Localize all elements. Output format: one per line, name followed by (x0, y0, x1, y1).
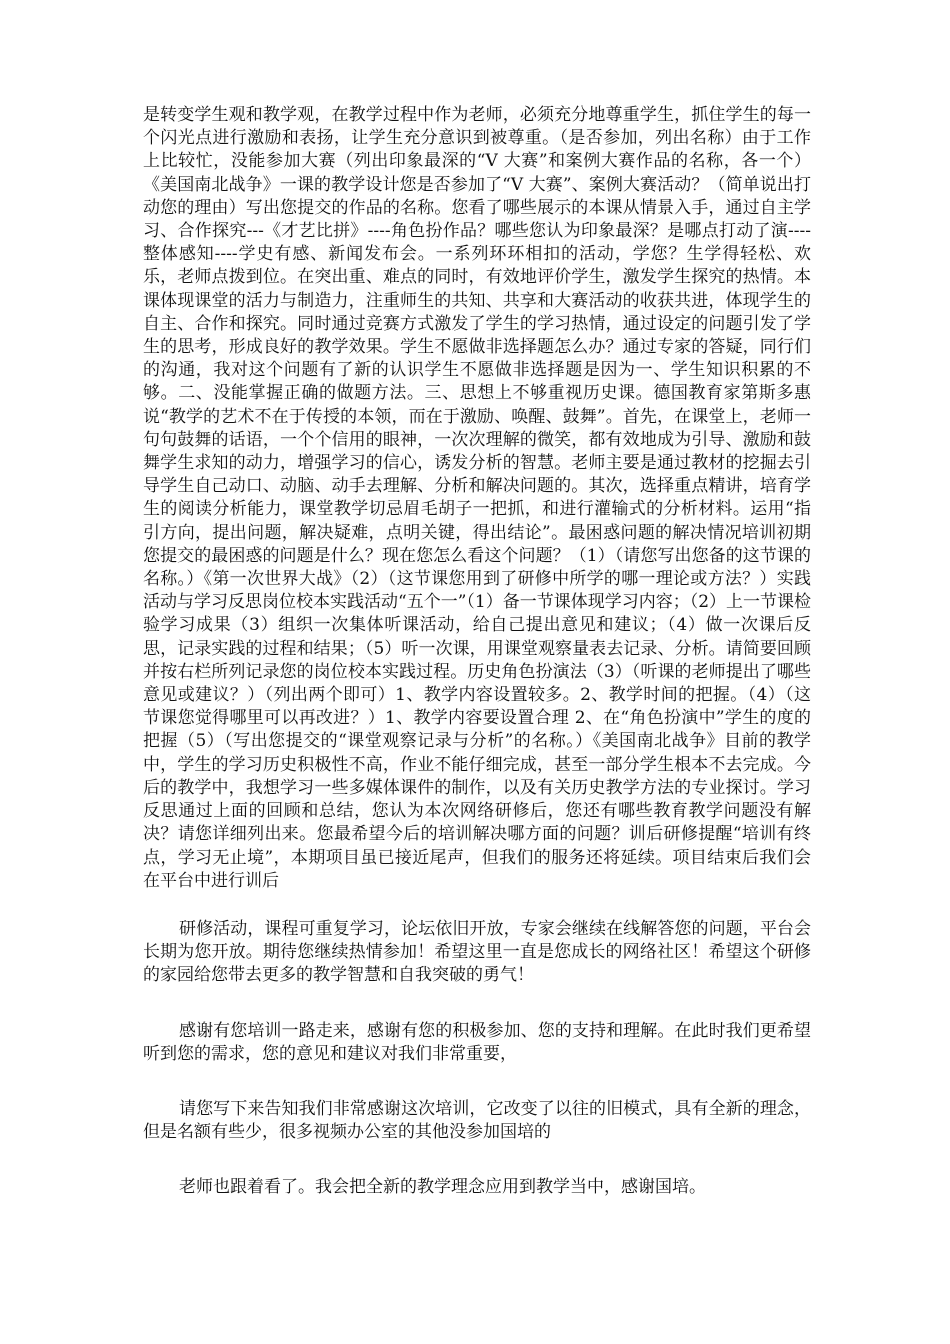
paragraph-5: 老师也跟着看了。我会把全新的教学理念应用到教学当中，感谢国培。 (179, 1177, 706, 1198)
paragraph-1: 是转变学生观和教学观，在教学过程中作为老师，必须充分地尊重学生，抓住学生的每一个闪光点进行激励和表扬，让学生充分意识到被尊重。（是否参加，列出名称）由于工作上比较忙，没能参加大赛（列出印象最深的“V 大赛”和案例大赛作品的名称，各一个）《美国南北战争》一课的教学设计您是否参加了“V 大赛”、案例大赛活动？（简单说出打动您的理由）写出您提交的作品的名称。您看了哪些展示的本课从情景入手，通过自主学习、合作探究---《才艺比拼》----角色扮作品？哪些您认为印象最深？是哪点打动了演----整体感知----学史有感、新闻发布会。一系列环环相扣的活动，学您？生学得轻松、欢乐，老师点拨到位。在突出重、难点的同时，有效地评价学生，激发学生探究的热情。本课体现课堂的活力与制造力，注重师生的共知、共享和大赛活动的收获共进，体现学生的自主、合作和探究。同时通过竞赛方式激发了学生的学习热情，通过设定的问题引发了学生的思考，形成良好的教学效果。学生不愿做非选择题怎么办？通过专家的答疑，同行们的沟通，我对这个问题有了新的认识学生不愿做非选择题是因为一、学生知识积累的不够。二、没能掌握正确的做题方法。三、思想上不够重视历史课。德国教育家第斯多惠说“教学的艺术不在于传授的本领，而在于激励、唤醒、鼓舞”。首先，在课堂上，老师一句句鼓舞的话语，一个个信用的眼神，一次次理解的微笑，都有效地成为引导、激励和鼓舞学生求知的动力，增强学习的信心，诱发分析的智慧。老师主要是通过教材的挖掘去引导学生自己动口、动脑、动手去理解、分析和解决问题的。其次，选择重点精讲，培育学生的阅读分析能力，课堂教学切忌眉毛胡子一把抓，和进行灌输式的分析材料。运用“指引方向，提出问题，解决疑难，点明关键，得出结论”。最困惑问题的解决情况培训初期您提交的最困惑的问题是什么？现在您怎么看这个问题？（1）（请您写出您备的这节课的名称。）《第一次世界大战》（2）（这节课您用到了研修中所学的哪一理论或方法？）实践活动与学习反思岗位校本实践活动“五个一”（1）备一节课体现学习内容；（2）上一节课检验学习成果（3）组织一次集体听课活动，给自己提出意见和建议；（4）做一次课后反思，记录实践的过程和结果；（5）听一次课，用课堂观察量表去记录、分析。请简要回顾并按右栏所列记录您的岗位校本实践过程。历史角色扮演法（3）（听课的老师提出了哪些意见或建议？）（列出两个即可）1、教学内容设置较多。2、教学时间的把握。（4）（这节课您觉得哪里可以再改进？）1、教学内容要设置合理 2、在“角色扮演中”学生的度的把握（5）（写出您提交的“课堂观察记录与分析”的名称。）《美国南北战争》目前的教学中，学生的学习历史积极性不高，作业不能仔细完成，甚至一部分学生根本不去完成。今后的教学中，我想学习一些多媒体课件的制作，以及有关历史教学方法的专业探讨。学习反思通过上面的回顾和总结，您认为本次网络研修后，您还有哪些教育教学问题没有解决？请您详细列出来。您最希望今后的培训解决哪方面的问题？训后研修提醒“培训有终点，学习无止境”，本期项目虽已接近尾声，但我们的服务还将延续。项目结束后我们会在平台中进行训后 (143, 105, 812, 891)
paragraph-2: 研修活动，课程可重复学习，论坛依旧开放，专家会继续在线解答您的问题，平台会长期为您开放。期待您继续热情参加！希望这里一直是您成长的网络社区！希望这个研修的家园给您带去更多的教学智慧和自我突破的勇气！ (143, 918, 811, 986)
document-body (143, 104, 811, 1200)
paragraph-3: 感谢有您培训一路走来，感谢有您的积极参加、您的支持和理解。在此时我们更希望听到您的需求，您的意见和建议对我们非常重要， (143, 1020, 811, 1064)
paragraph-4: 请您写下来告知我们非常感谢这次培训，它改变了以往的旧模式，具有全新的理念，但是名额有些少，很多视频办公室的其他没参加国培的 (143, 1098, 811, 1143)
